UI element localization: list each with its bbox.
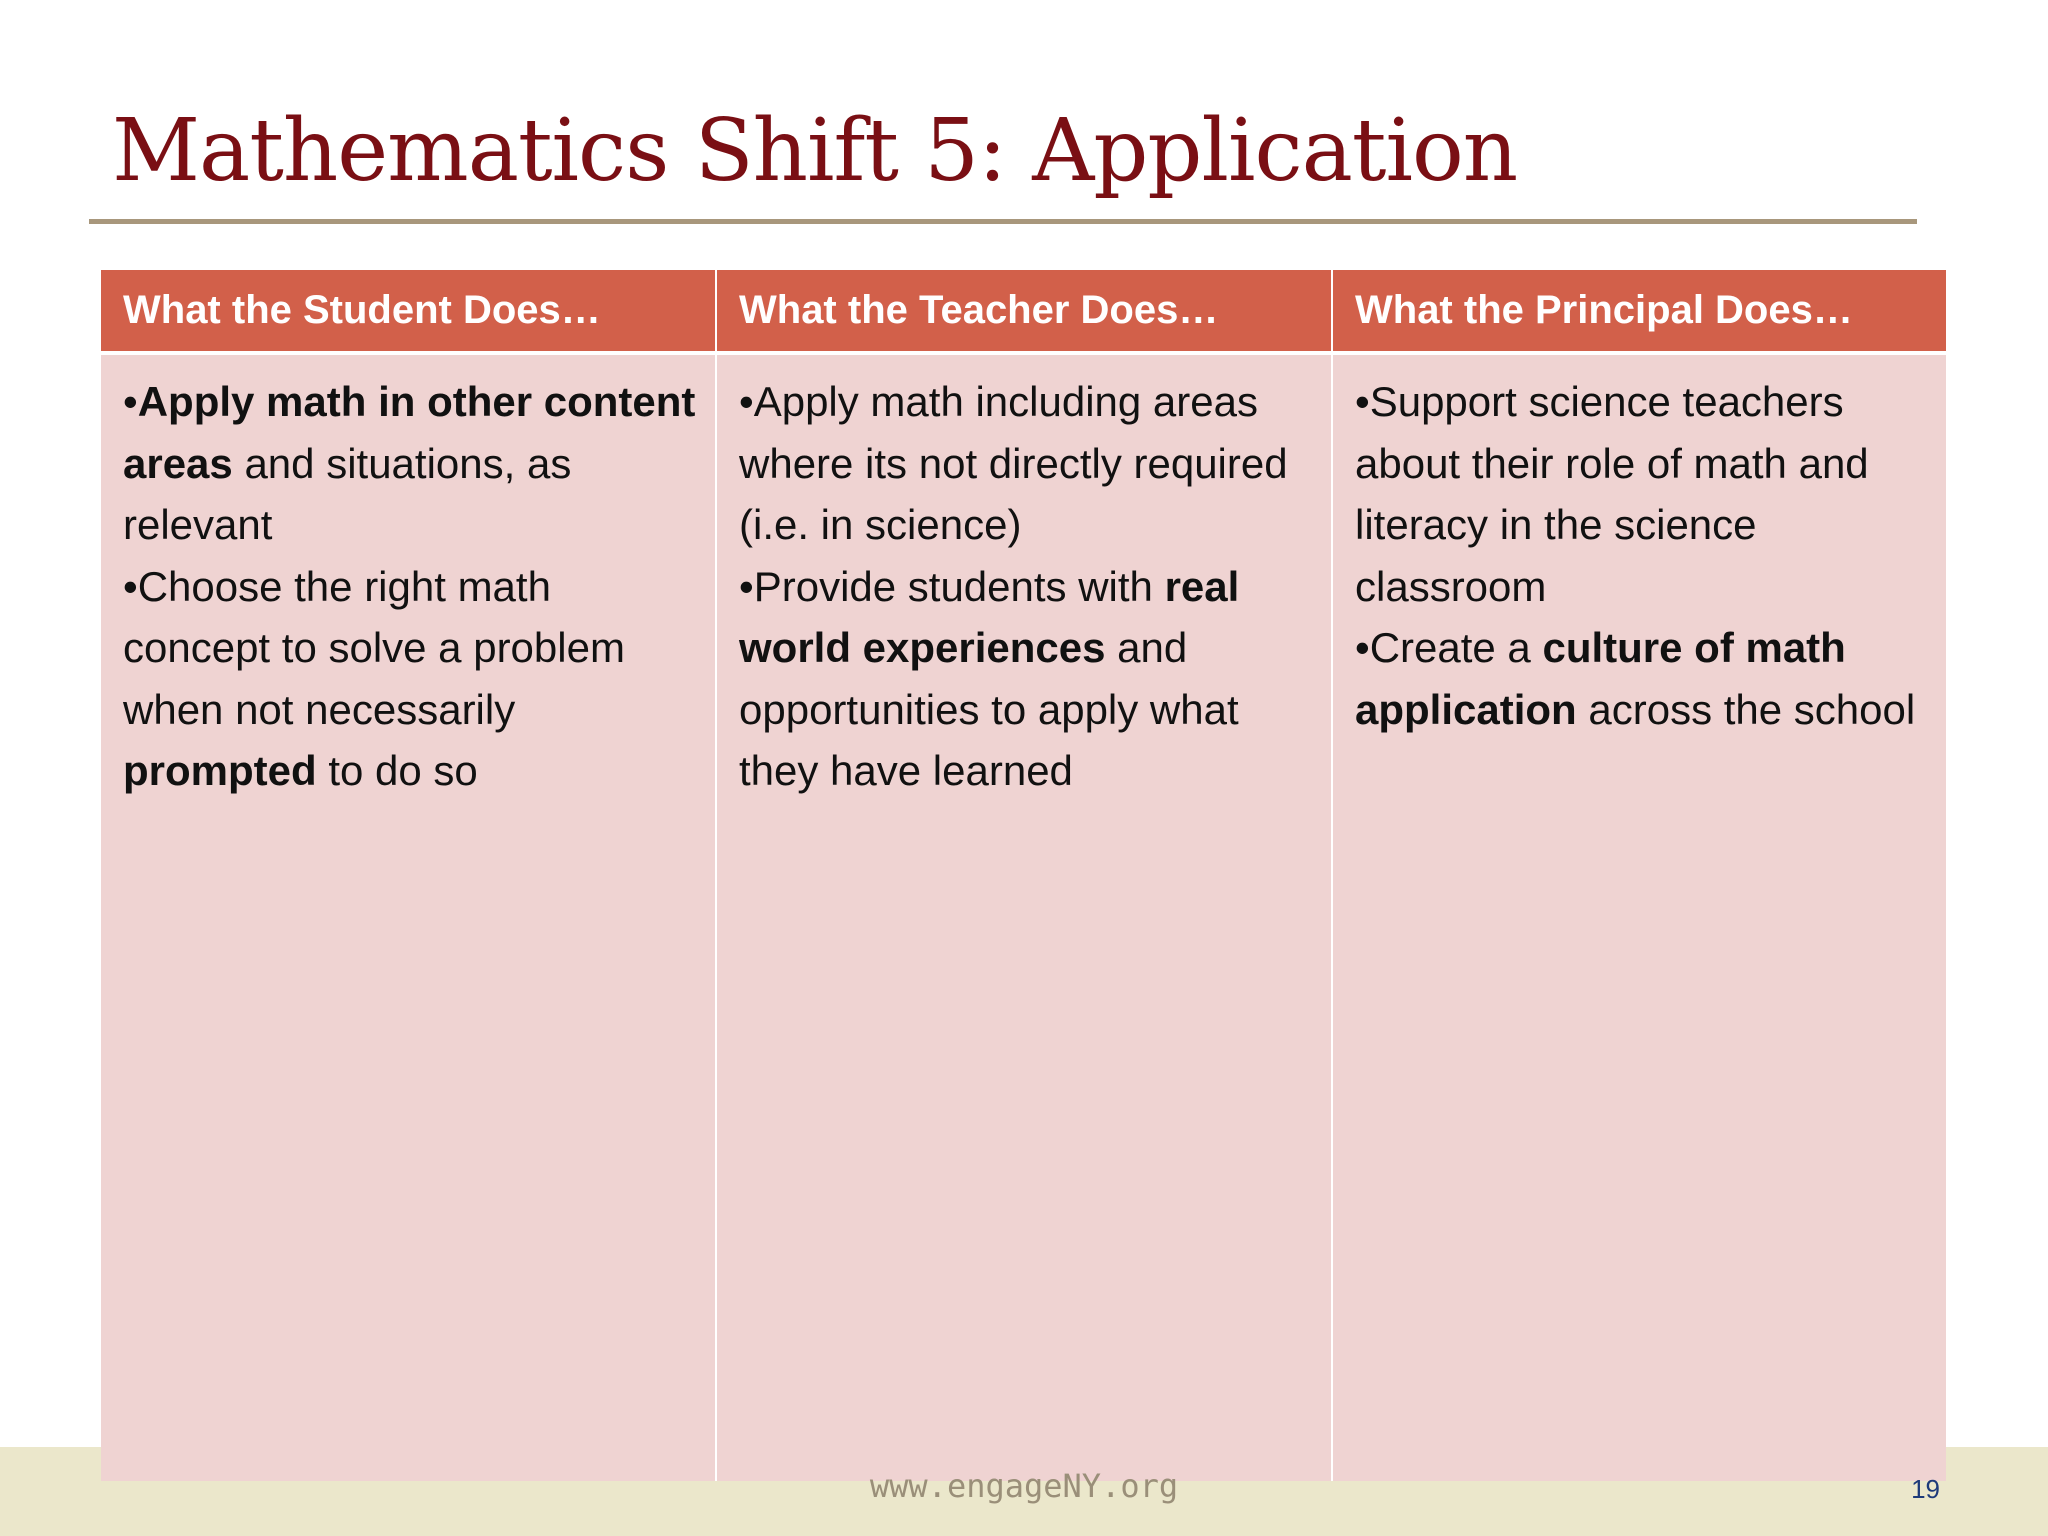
bullet-item <box>739 371 1313 556</box>
bullet-text: •Support science teachers about their role of math and literacy in the science classroom <box>1355 378 1869 610</box>
bullet-text: and situations, as relevant <box>123 439 572 548</box>
bullet-text: to do so <box>316 747 478 794</box>
bullet-text: • <box>123 378 138 425</box>
bullet-emphasis: prompted <box>123 747 317 794</box>
teacher-column-body <box>717 355 1331 1481</box>
footer-url: www.engageNY.org <box>869 1467 1179 1505</box>
bullet-item <box>123 371 697 556</box>
principal-column-body <box>1333 355 1946 1481</box>
bullet-emphasis: real world experiences <box>739 562 1240 671</box>
bullet-text: •Create a <box>1355 624 1543 671</box>
student-column-body <box>101 355 715 1481</box>
bullet-text: •Choose the right math concept to solve a problem when not necessarily <box>123 562 625 733</box>
bullet-item <box>123 556 697 802</box>
bullet-item <box>1355 371 1928 617</box>
bullet-text: •Apply math including areas where its not directly required (i.e. in science) <box>739 378 1288 548</box>
bullet-text: and opportunities to apply what they have learned <box>739 624 1239 794</box>
header-principal: What the Principal Does… <box>1333 270 1946 351</box>
page-number: 19 <box>1911 1474 1940 1504</box>
bullet-emphasis: Apply math in other content areas <box>123 378 696 487</box>
bullet-emphasis: culture of math application <box>1355 624 1846 733</box>
header-teacher: What the Teacher Does… <box>717 270 1331 351</box>
bullet-text: across the school <box>1576 685 1916 733</box>
slide-title: Mathematics Shift 5: Application <box>112 101 1518 201</box>
shift-table <box>101 270 1946 1481</box>
title-divider <box>89 219 1917 224</box>
bullet-item <box>1355 617 1928 740</box>
bullet-item <box>739 556 1313 802</box>
header-student: What the Student Does… <box>101 270 715 351</box>
bullet-text: •Provide students with <box>739 562 1165 610</box>
